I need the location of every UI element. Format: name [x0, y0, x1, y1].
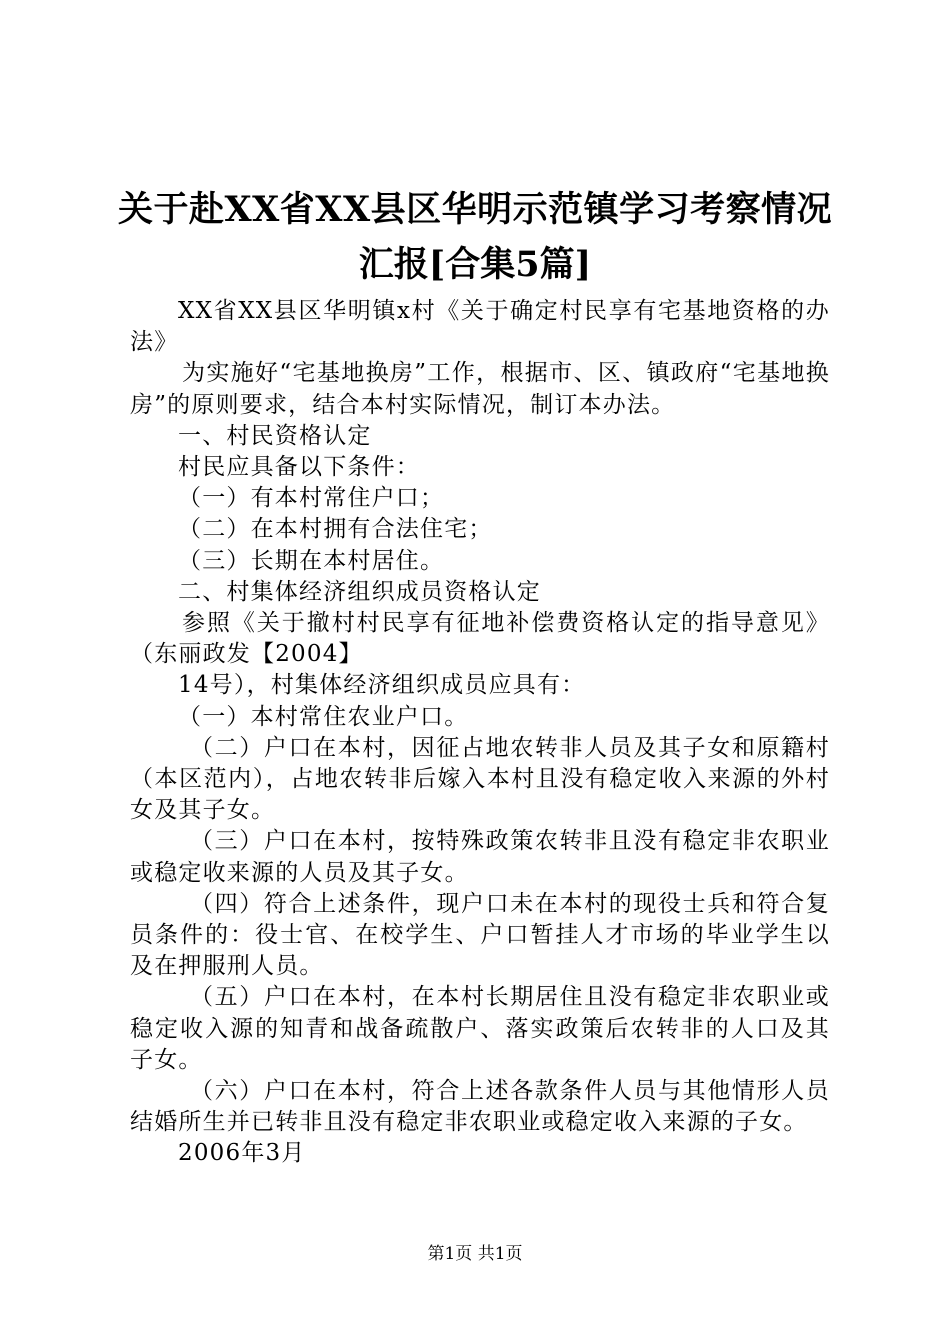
- paragraph: XX省XX县区华明镇x村《关于确定村民享有宅基地资格的办法》: [130, 298, 830, 356]
- document-body: [130, 296, 830, 1170]
- list-item: （二）在本村拥有合法住宅；: [178, 516, 493, 543]
- document-title-line-1: 关于赴XX省XX县区华明示范镇学习考察情况: [118, 189, 833, 230]
- list-item: （六）户口在本村，符合上述各款条件人员与其他情形人员结婚所生并已转非且没有稳定非农职业或稳定收入来源的子女。: [130, 1078, 830, 1136]
- section-heading: 二、村集体经济组织成员资格认定: [178, 578, 541, 605]
- list-item: （三）长期在本村居住。: [178, 547, 445, 574]
- list-item: （一）有本村常住户口；: [178, 485, 445, 512]
- list-item: （三）户口在本村，按特殊政策农转非且没有稳定非农职业或稳定收来源的人员及其子女。: [130, 828, 830, 886]
- paragraph: 为实施好“宅基地换房”工作，根据市、区、镇政府“宅基地换房”的原则要求，结合本村实际情况，制订本办法。: [130, 360, 830, 418]
- list-item: （五）户口在本村，在本村长期居住且没有稳定非农职业或稳定收入源的知青和战备疏散户、落实政策后农转非的人口及其子女。: [130, 984, 830, 1073]
- paragraph: 参照《关于撤村村民享有征地补偿费资格认定的指导意见》（东丽政发【2004】: [130, 610, 830, 668]
- document-title-line-2: 汇报[合集5篇]: [358, 244, 592, 285]
- paragraph: 村民应具备以下条件：: [178, 454, 420, 481]
- section-heading: 一、村民资格认定: [178, 422, 372, 449]
- list-item: （四）符合上述条件，现户口未在本村的现役士兵和符合复员条件的：役士官、在校学生、户口暂挂人才市场的毕业学生以及在押服刑人员。: [130, 890, 830, 980]
- paragraph: 14号），村集体经济组织成员应具有：: [178, 672, 586, 699]
- document-date: 2006年3月: [178, 1140, 306, 1167]
- list-item: （二）户口在本村，因征占地农转非人员及其子女和原籍村（本区范内），占地农转非后嫁入本村且没有稳定收入来源的外村女及其子女。: [130, 734, 830, 824]
- page-number: 第1页 共1页: [427, 1244, 523, 1264]
- list-item: （一）本村常住农业户口。: [178, 703, 469, 730]
